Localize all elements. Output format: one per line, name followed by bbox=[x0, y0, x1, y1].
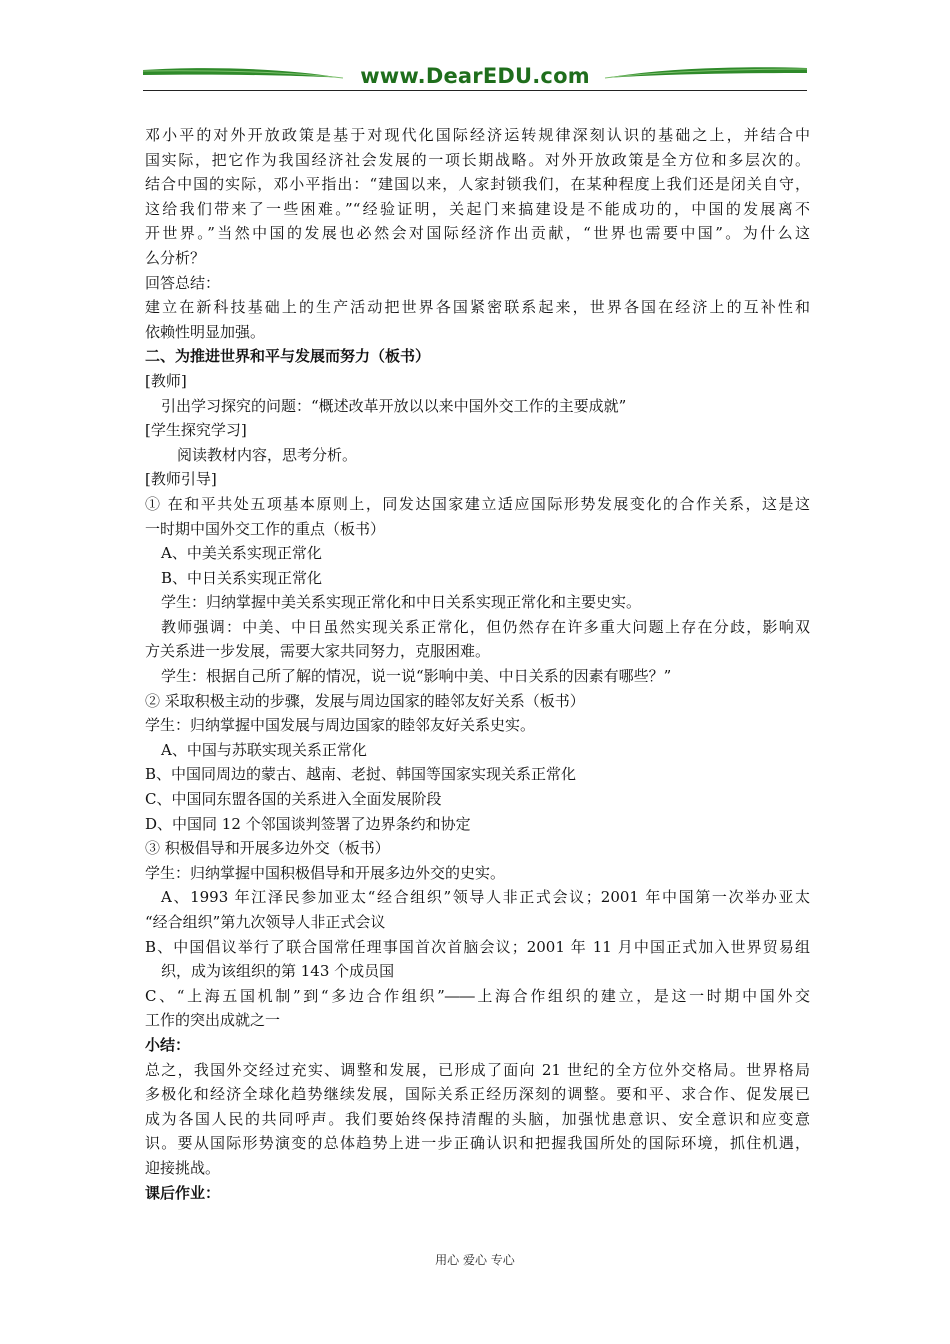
role-label: [教师] bbox=[145, 371, 187, 390]
list-item: B、中国同周边的蒙古、越南、老挝、韩国等国家实现关系正常化 bbox=[145, 765, 577, 784]
body-line: 结合中国的实际，邓小平指出：“建国以来，人家封锁我们，在某种程度上我们还是闭关自守， bbox=[145, 175, 810, 194]
list-item: A、1993 年江泽民参加亚太“经合组织”领导人非正式会议；2001 年中国第一次举办亚太 bbox=[161, 888, 810, 907]
body-line: 学生：归纳掌握中国发展与周边国家的睦邻友好关系史实。 bbox=[145, 716, 536, 735]
body-line: 么分析？ bbox=[145, 248, 206, 267]
body-line: 国实际，把它作为我国经济社会发展的一项长期战略。对外开放政策是全方位和多层次的。 bbox=[145, 150, 810, 169]
list-item: C、中国同东盟各国的关系进入全面发展阶段 bbox=[145, 790, 442, 809]
body-line: 识。要从国际形势演变的总体趋势上进一步正确认识和把握我国所处的国际环境，抓住机遇， bbox=[145, 1134, 810, 1153]
summary-heading: 小结： bbox=[145, 1035, 191, 1054]
site-logo-text: www.DearEDU.com bbox=[360, 64, 590, 88]
list-item: “经合组织”第九次领导人非正式会议 bbox=[145, 913, 386, 931]
body-line: 开世界。”当然中国的发展也必然会对国际经济作出贡献，“世界也需要中国”。为什么这 bbox=[145, 224, 810, 243]
list-item: A、中美关系实现正常化 bbox=[161, 544, 322, 563]
document-body bbox=[145, 123, 810, 1205]
body-line: 成为各国人民的共同呼声。我们要始终保持清醒的头脑，加强忧患意识、安全意识和应变意 bbox=[145, 1109, 810, 1128]
body-line: ③ 积极倡导和开展多边外交（板书） bbox=[145, 839, 390, 858]
header-divider bbox=[143, 90, 807, 91]
list-item: 织，成为该组织的第 143 个成员国 bbox=[161, 962, 395, 981]
list-item: A、中国与苏联实现关系正常化 bbox=[161, 740, 367, 759]
body-line: 建立在新科技基础上的生产活动把世界各国紧密联系起来，世界各国在经济上的互补性和 bbox=[145, 298, 810, 317]
body-line: 一时期中国外交工作的重点（板书） bbox=[145, 519, 386, 538]
body-line: 迎接挑战。 bbox=[145, 1158, 221, 1177]
body-line: 学生：根据自己所了解的情况，说一说“影响中美、中日关系的因素有哪些？” bbox=[161, 667, 672, 686]
body-line: 学生：归纳掌握中国积极倡导和开展多边外交的史实。 bbox=[145, 863, 506, 882]
body-line: 总之，我国外交经过充实、调整和发展，已形成了面向 21 世纪的全方位外交格局。世界格局 bbox=[145, 1060, 810, 1079]
list-item: C、“上海五国机制”到“多边合作组织”――上海合作组织的建立，是这一时期中国外交 bbox=[145, 986, 810, 1005]
role-label: [学生探究学习] bbox=[145, 421, 247, 440]
body-line: 多极化和经济全球化趋势继续发展，国际关系正经历深刻的调整。要和平、求合作、促发展已 bbox=[145, 1085, 810, 1104]
body-line: 引出学习探究的问题：“概述改革开放以以来中国外交工作的主要成就” bbox=[161, 396, 627, 415]
page-footer: 用心 爱心 专心 bbox=[435, 1253, 515, 1267]
body-line: ① 在和平共处五项基本原则上，同发达国家建立适应国际形势发展变化的合作关系，这是这 bbox=[145, 494, 810, 513]
list-item: 工作的突出成就之一 bbox=[145, 1011, 281, 1030]
homework-heading: 课后作业： bbox=[145, 1183, 221, 1202]
body-line: 回答总结： bbox=[145, 273, 221, 292]
list-item: B、中国倡议举行了联合国常任理事国首次首脑会议；2001 年 11 月中国正式加入世界贸易组 bbox=[145, 937, 810, 956]
body-line: 学生：归纳掌握中美关系实现正常化和中日关系实现正常化和主要史实。 bbox=[161, 593, 642, 612]
body-line: 教师强调：中美、中日虽然实现关系正常化，但仍然存在许多重大问题上存在分歧，影响双 bbox=[161, 617, 810, 636]
section-heading: 二、为推进世界和平与发展而努力（板书） bbox=[145, 347, 431, 366]
list-item: B、中日关系实现正常化 bbox=[161, 568, 323, 587]
body-line: 依赖性明显加强。 bbox=[145, 322, 266, 341]
body-line: 阅读教材内容，思考分析。 bbox=[177, 445, 358, 464]
body-line: ② 采取积极主动的步骤，发展与周边国家的睦邻友好关系（板书） bbox=[145, 691, 585, 710]
list-item: D、中国同 12 个邻国谈判签署了边界条约和协定 bbox=[145, 814, 471, 833]
role-label: [教师引导] bbox=[145, 470, 217, 489]
body-line: 方关系进一步发展，需要大家共同努力，克服困难。 bbox=[145, 642, 491, 661]
site-header bbox=[143, 62, 807, 94]
body-line: 邓小平的对外开放政策是基于对现代化国际经济运转规律深刻认识的基础之上，并结合中 bbox=[145, 126, 810, 144]
body-line: 这给我们带来了一些困难。”“经验证明，关起门来搞建设是不能成功的，中国的发展离不 bbox=[145, 199, 810, 218]
